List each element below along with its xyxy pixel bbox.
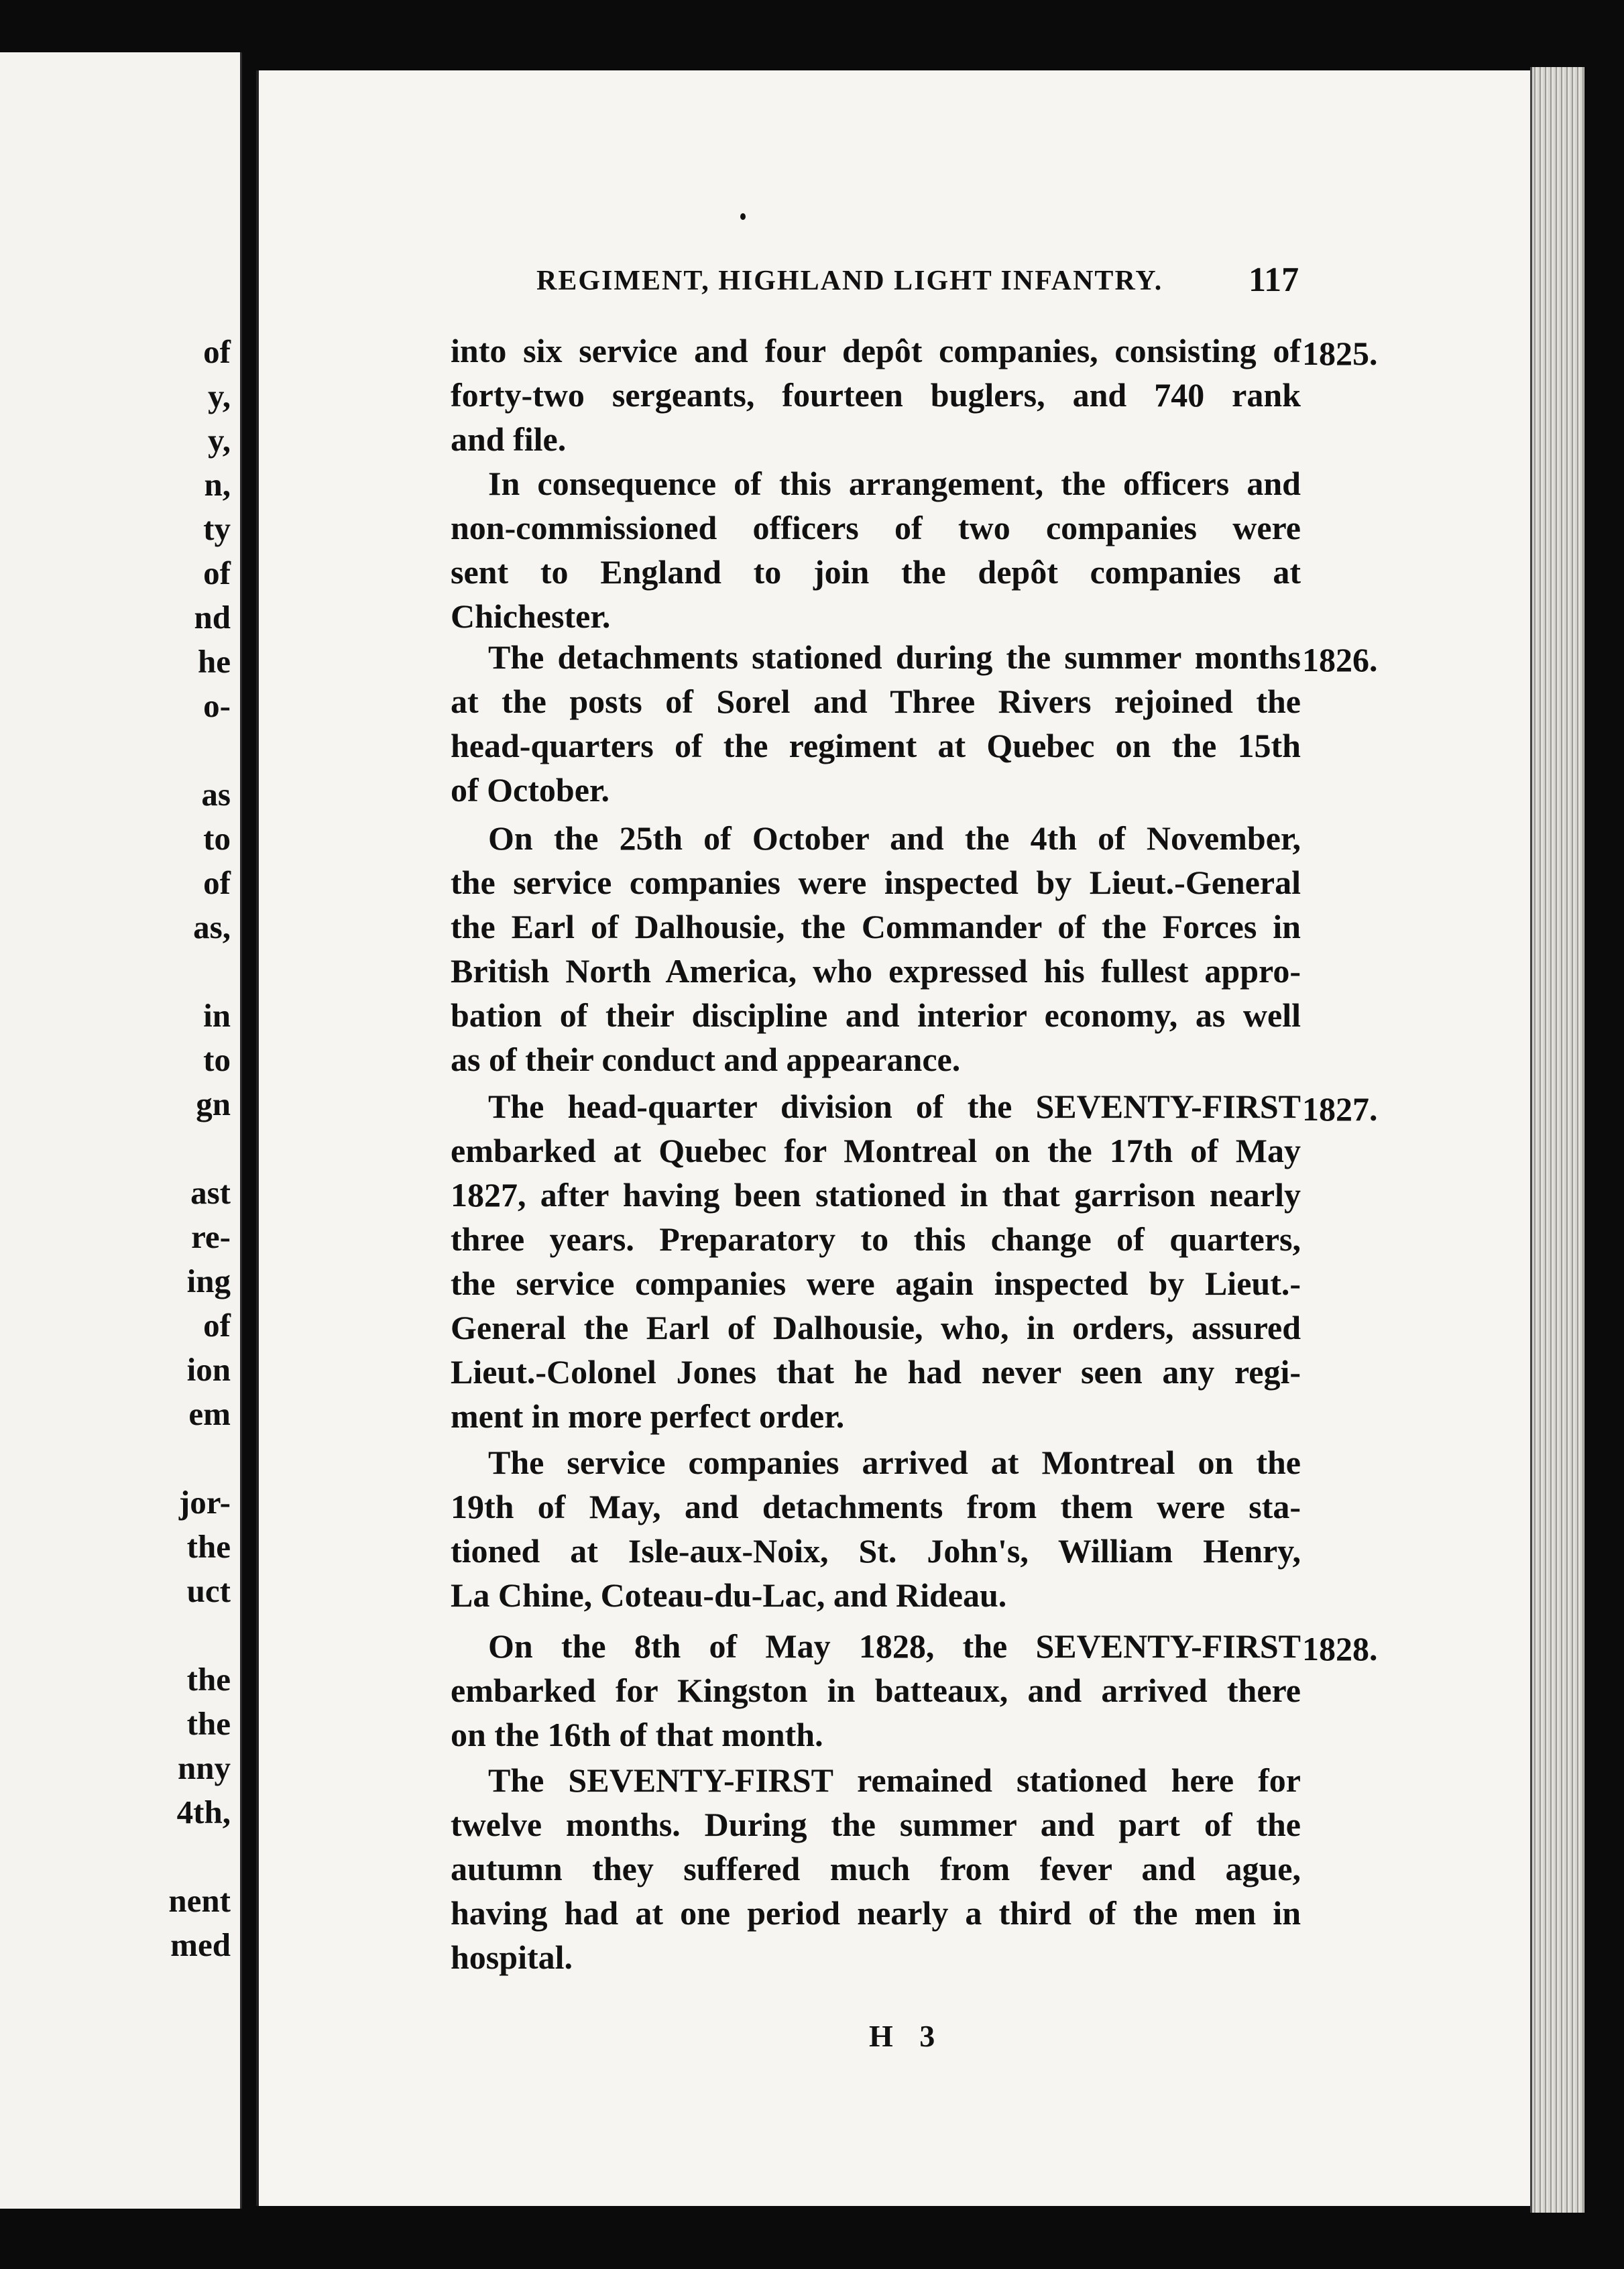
left-page-text-fragment: he [198,643,231,680]
text-line: ment in more perfect order. [451,1397,845,1435]
margin-year: 1826. [1302,641,1378,679]
left-page-text-fragment: as, [193,909,231,945]
text-line: On the 8th of May 1828, the SEVENTY-FIRST [488,1627,1301,1665]
left-page-text-fragment: y, [207,377,231,414]
left-page-text-fragment: in [203,997,231,1034]
left-page-text-fragment: jor- [178,1484,231,1521]
text-line: head-quarters of the regiment at Quebec on the 15th [451,727,1301,764]
text-line: the service companies were again inspected by Lieut.- [451,1265,1301,1302]
text-line: having had at one period nearly a third of the men in [451,1894,1301,1932]
text-line: On the 25th of October and the 4th of November, [488,819,1301,857]
text-line: non-commissioned officers of two companies were [451,509,1301,546]
left-page-text-fragment: the [186,1661,231,1698]
left-page-text-fragment: of [203,555,231,591]
left-page-text-fragment: to [203,1041,231,1078]
text-line: bation of their discipline and interior economy, as well [451,996,1301,1034]
page-edge [1530,67,1584,2213]
left-page-text-fragment: of [203,864,231,901]
left-page-text-fragment: y, [207,422,231,459]
text-line: The detachments stationed during the summer months [488,638,1301,676]
text-line: The head-quarter division of the SEVENTY-FIRST [488,1088,1301,1125]
left-page-text-fragment: nny [177,1749,231,1786]
left-page-text-fragment: of [203,1307,231,1344]
left-page-text-fragment: as [201,776,231,813]
text-line: Chichester. [451,597,611,635]
text-line: tioned at Isle-aux-Noix, St. John's, William Henry, [451,1532,1301,1570]
left-page-text-fragment: the [186,1528,231,1565]
left-page-text-fragment: of [203,333,231,370]
left-page-text-fragment: o- [203,687,231,724]
margin-year: 1827. [1302,1090,1378,1128]
signature-mark: H 3 [869,2019,945,2053]
text-line: the service companies were inspected by Lieut.-General [451,864,1301,901]
text-line: Lieut.-Colonel Jones that he had never seen any regi- [451,1353,1301,1391]
text-line: forty-two sergeants, fourteen buglers, and 740 rank [451,376,1301,414]
left-page-text-fragment: the [186,1705,231,1742]
text-line: The SEVENTY-FIRST remained stationed here for [488,1761,1301,1799]
text-line: General the Earl of Dalhousie, who, in orders, assured [451,1309,1301,1346]
text-line: into six service and four depôt companies, consisting of [451,332,1301,369]
text-line: 1827, after having been stationed in that garrison nearly [451,1176,1301,1214]
left-page-text-fragment: em [188,1395,231,1432]
left-page-text-fragment: gn [196,1086,231,1122]
text-line: The service companies arrived at Montreal on the [488,1444,1301,1481]
margin-year: 1828. [1302,1630,1378,1668]
left-page-text-fragment: 4th, [176,1794,231,1830]
text-line: embarked at Quebec for Montreal on the 17th of May [451,1132,1301,1169]
left-page-text-fragment: ing [186,1263,231,1299]
text-line: on the 16th of that month. [451,1716,823,1753]
margin-year: 1825. [1302,335,1378,372]
left-page-text-fragment: med [170,1926,231,1963]
text-line: embarked for Kingston in batteaux, and arrived there [451,1672,1301,1709]
left-page-text-fragment: to [203,820,231,857]
left-page-text-fragment: re- [191,1218,231,1255]
left-page-text-fragment: ion [186,1351,231,1388]
ink-dot [740,213,746,220]
left-page-fragment [0,52,242,2209]
running-header: REGIMENT, HIGHLAND LIGHT INFANTRY. [536,266,1163,296]
left-page-text-fragment: ast [190,1174,231,1211]
text-line: as of their conduct and appearance. [451,1041,961,1078]
text-line: the Earl of Dalhousie, the Commander of the Forces in [451,908,1301,945]
left-page-text-fragment: nent [168,1882,231,1919]
left-page-text-fragment: uct [186,1572,231,1609]
text-line: and file. [451,420,567,458]
text-line: 19th of May, and detachments from them were sta- [451,1488,1301,1525]
left-page-text-fragment: ty [203,510,231,547]
text-line: In consequence of this arrangement, the officers and [488,465,1301,502]
left-page-text-fragment: n, [204,466,231,503]
text-line: twelve months. During the summer and part of the [451,1806,1301,1843]
text-line: sent to England to join the depôt companies at [451,553,1301,591]
page-number: 117 [1249,261,1299,299]
text-line: La Chine, Coteau-du-Lac, and Rideau. [451,1576,1007,1614]
text-line: hospital. [451,1938,573,1976]
text-line: British North America, who expressed his fullest appro- [451,952,1301,990]
text-line: three years. Preparatory to this change of quarters, [451,1220,1301,1258]
text-line: at the posts of Sorel and Three Rivers rejoined the [451,683,1301,720]
text-line: of October. [451,771,610,809]
text-line: autumn they suffered much from fever and ague, [451,1850,1301,1887]
left-page-text-fragment: nd [194,599,231,636]
